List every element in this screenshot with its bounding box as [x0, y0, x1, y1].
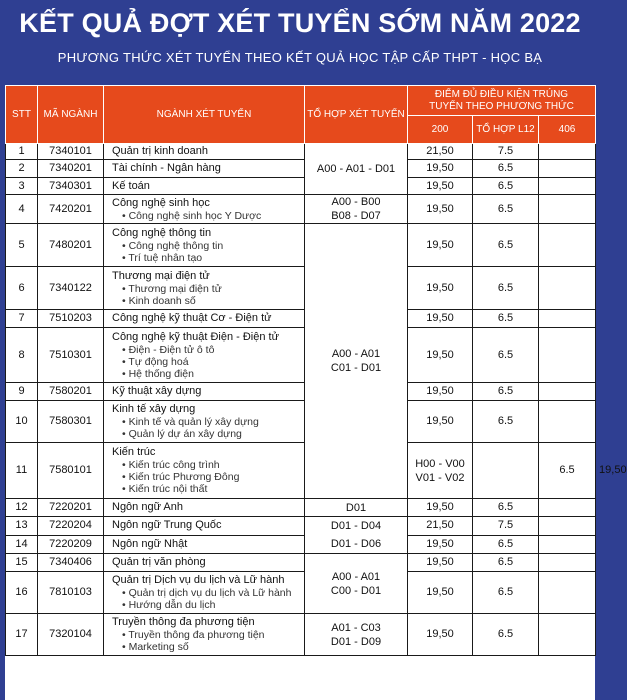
to-hop-cell [408, 443, 473, 499]
stt-cell: 5 [6, 224, 38, 267]
ma-nganh-cell: 7220209 [38, 535, 104, 554]
nganh-label: Truyền thông đa phương tiện [112, 616, 255, 628]
score-200-cell: 19,50 [408, 614, 473, 656]
table-row [6, 554, 596, 572]
score-l12-cell: 7.5 [473, 517, 539, 536]
score-200-cell: 19,50 [408, 499, 473, 517]
to-hop-cell [305, 614, 408, 656]
to-hop-cell [305, 195, 408, 224]
ma-nganh-cell: 7340301 [38, 178, 104, 195]
nganh-sub-item: • Truyền thông đa phương tiện [112, 629, 301, 641]
nganh-cell [104, 614, 305, 656]
score-406-cell [539, 614, 596, 656]
score-406-cell [539, 401, 596, 443]
score-200-cell: 21,50 [408, 517, 473, 536]
table-row [6, 517, 596, 536]
nganh-cell [104, 310, 305, 328]
nganh-label: Thương mại điện tử [112, 269, 210, 282]
score-200-cell: 19,50 [408, 178, 473, 195]
score-l12-cell: 6.5 [473, 310, 539, 328]
score-l12-cell: 6.5 [473, 554, 539, 572]
nganh-label: Ngôn ngữ Anh [112, 501, 183, 513]
table-row: 11 7580101 Kiến trúc • Kiến trúc công trình • Kiến trúc Phương Đông • Kiến trúc nội thất H00 - V00 V01 - V02 6.5 19,50 [6, 443, 596, 499]
nganh-sub-item: • Quản lý dự án xây dựng [112, 428, 301, 440]
ma-nganh-cell: 7220201 [38, 499, 104, 517]
score-l12-cell: 6.5 [473, 224, 539, 267]
nganh-label: Kinh tế xây dựng [112, 403, 196, 415]
nganh-label: Kỹ thuật xây dựng [112, 385, 202, 397]
page-title: KẾT QUẢ ĐỢT XÉT TUYỂN SỚM NĂM 2022 [19, 8, 581, 38]
ma-nganh-cell: 7510203 [38, 310, 104, 328]
table-row [6, 160, 596, 178]
nganh-label: Công nghệ thông tin [112, 226, 212, 239]
to-hop-line: A00 - A01 [331, 570, 381, 583]
to-hop-cell [305, 224, 408, 499]
to-hop-line: B08 - D07 [331, 210, 381, 222]
score-l12-cell: 6.5 [473, 401, 539, 443]
header-200: 200 [408, 116, 473, 144]
to-hop-cell [305, 144, 408, 195]
table-row [6, 195, 596, 224]
header-ma-nganh: MÃ NGÀNH [38, 86, 104, 144]
to-hop-cell [305, 499, 408, 517]
to-hop-line: A00 - A01 - D01 [316, 163, 396, 175]
ma-nganh-cell: 7340101 [38, 144, 104, 160]
nganh-sub-item: • Kinh tế và quản lý xây dựng [112, 416, 301, 428]
score-200-cell: 19,50 [408, 401, 473, 443]
table-row [6, 383, 596, 401]
score-200-cell: 19,50 [408, 195, 473, 224]
score-200-cell: 19,50 [408, 328, 473, 383]
nganh-sub-item: • Kiến trúc Phương Đông [112, 471, 301, 483]
score-406-cell [539, 267, 596, 310]
to-hop-line: H00 - V00 [415, 457, 465, 470]
nganh-sub-item: • Marketing số [112, 641, 301, 653]
score-l12-cell: 6.5 [473, 383, 539, 401]
results-table-container [5, 85, 627, 700]
nganh-sub-item: • Điện - Điện tử ô tô [112, 344, 301, 356]
nganh-sub-item: • Kiến trúc công trình [112, 459, 301, 471]
score-l12-cell: 6.5 [473, 195, 539, 224]
ma-nganh-cell: 7580101 [38, 443, 104, 499]
nganh-label: Công nghệ kỹ thuật Điện - Điện tử [112, 330, 279, 343]
score-406-cell [539, 224, 596, 267]
nganh-label: Kiến trúc [112, 446, 156, 458]
score-200-cell: 19,50 [408, 572, 473, 614]
nganh-sub-item: • Quản trị dịch vụ du lịch và Lữ hành [112, 587, 301, 599]
to-hop-line: A00 - A01 [331, 348, 381, 360]
stt-cell: 2 [6, 160, 38, 178]
stt-cell: 7 [6, 310, 38, 328]
page-subtitle: PHƯƠNG THỨC XÉT TUYỂN THEO KẾT QUẢ HỌC TẬP CẤP THPT - HỌC BẠ [57, 50, 543, 65]
ma-nganh-cell: 7420201 [38, 195, 104, 224]
nganh-label: Quản trị Dịch vụ du lịch và Lữ hành [112, 574, 285, 586]
ma-nganh-cell: 7320104 [38, 614, 104, 656]
ma-nganh-cell: 7480201 [38, 224, 104, 267]
nganh-cell [104, 267, 305, 310]
stt-cell: 14 [6, 535, 38, 554]
nganh-sub-item: • Tự động hoá [112, 356, 301, 368]
nganh-cell [104, 328, 305, 383]
table-row [6, 401, 596, 443]
to-hop-line: D01 - D04 [330, 520, 382, 532]
to-hop-line: D01 - D09 [330, 635, 382, 648]
to-hop-line: A00 - B00 [331, 196, 381, 208]
to-hop-line: V01 - V02 [415, 471, 465, 484]
nganh-cell [104, 572, 305, 614]
stt-cell: 3 [6, 178, 38, 195]
score-406-cell [539, 160, 596, 178]
header-to-hop-xet-tuyen: TỔ HỢP XÉT TUYỂN [305, 86, 408, 144]
results-table-body [6, 144, 627, 656]
nganh-sub-item: • Hướng dẫn du lịch [112, 599, 301, 611]
score-200-cell: 21,50 [408, 144, 473, 160]
score-l12-cell: 6.5 [473, 178, 539, 195]
score-l12-cell: 6.5 [473, 267, 539, 310]
score-l12-cell: 6.5 [473, 572, 539, 614]
stt-cell: 9 [6, 383, 38, 401]
table-row [6, 614, 596, 656]
table-row [6, 267, 596, 310]
nganh-sub-item: • Trí tuệ nhân tạo [112, 252, 301, 264]
nganh-label: Ngôn ngữ Trung Quốc [112, 519, 222, 532]
ma-nganh-cell: 7340406 [38, 554, 104, 572]
score-406-cell [539, 310, 596, 328]
table-row [6, 572, 596, 614]
score-l12-cell: 6.5 [473, 499, 539, 517]
nganh-label: Công nghệ kỹ thuật Cơ - Điện tử [112, 312, 272, 324]
ma-nganh-cell: 7340122 [38, 267, 104, 310]
score-200-cell: 19,50 [408, 554, 473, 572]
score-200-cell: 19,50 [408, 383, 473, 401]
nganh-cell [104, 499, 305, 517]
score-406-cell [539, 499, 596, 517]
score-l12-cell: 6.5 [473, 535, 539, 554]
score-406-cell [539, 178, 596, 195]
stt-cell: 6 [6, 267, 38, 310]
nganh-label: Công nghệ sinh học [112, 196, 210, 209]
nganh-label: Quản trị văn phòng [112, 556, 206, 568]
score-l12-cell: 6.5 [473, 328, 539, 383]
nganh-cell [104, 195, 305, 224]
ma-nganh-cell: 7810103 [38, 572, 104, 614]
score-406-cell [539, 328, 596, 383]
nganh-sub-item: • Công nghệ thông tin [112, 240, 301, 252]
nganh-cell [104, 224, 305, 267]
ma-nganh-cell: 7220204 [38, 517, 104, 536]
stt-cell: 13 [6, 517, 38, 536]
nganh-label: Kế toán [112, 179, 150, 192]
score-406-cell [539, 144, 596, 160]
ma-nganh-cell: 7580201 [38, 383, 104, 401]
score-200-cell: 19,50 [408, 267, 473, 310]
nganh-sub-item: • Kinh doanh số [112, 295, 301, 307]
to-hop-line: D01 [345, 501, 367, 514]
nganh-label: Tài chính - Ngân hàng [112, 162, 221, 174]
stt-cell: 15 [6, 554, 38, 572]
table-row [6, 328, 596, 383]
nganh-sub-item: • Công nghệ sinh học Y Dược [112, 210, 301, 222]
header-diem: ĐIỂM ĐỦ ĐIỀU KIỆN TRÚNG TUYỂN THEO PHƯƠNG THỨC [408, 86, 596, 116]
ma-nganh-cell: 7510301 [38, 328, 104, 383]
header-l12: TỔ HỢP L12 [473, 116, 539, 144]
nganh-label: Quản trị kinh doanh [112, 145, 209, 157]
header-stt: STT [6, 86, 38, 144]
table-row [6, 310, 596, 328]
ma-nganh-cell: 7580301 [38, 401, 104, 443]
nganh-cell [104, 178, 305, 195]
nganh-sub-item: • Thương mại điện tử [112, 283, 301, 295]
nganh-label: Ngôn ngữ Nhật [112, 537, 188, 550]
nganh-sub-item: • Kiến trúc nội thất [112, 483, 301, 495]
score-200-cell: 19,50 [408, 535, 473, 554]
score-200-cell: 19,50 [408, 160, 473, 178]
stt-cell: 16 [6, 572, 38, 614]
score-l12-cell: 7.5 [473, 144, 539, 160]
score-l12-cell: 6.5 [473, 614, 539, 656]
score-406-cell [539, 383, 596, 401]
stt-cell: 10 [6, 401, 38, 443]
to-hop-line: C01 - D01 [330, 362, 382, 374]
score-406-cell [539, 517, 596, 536]
table-row [6, 535, 596, 554]
stt-cell: 12 [6, 499, 38, 517]
table-row [6, 499, 596, 517]
nganh-cell [104, 160, 305, 178]
ma-nganh-cell: 7340201 [38, 160, 104, 178]
table-row [6, 144, 596, 160]
stt-cell: 4 [6, 195, 38, 224]
score-l12-cell: 6.5 [473, 160, 539, 178]
score-406-cell [539, 535, 596, 554]
to-hop-line: A01 - C03 [331, 621, 381, 634]
nganh-cell [104, 401, 305, 443]
stt-cell: 17 [6, 614, 38, 656]
to-hop-cell [305, 517, 408, 554]
nganh-cell [104, 144, 305, 160]
score-200-cell [473, 443, 539, 499]
nganh-sub-item: • Hệ thống điện [112, 368, 301, 380]
score-l12-cell: 6.5 [539, 443, 596, 499]
score-406-cell [539, 195, 596, 224]
header-406: 406 [539, 116, 596, 144]
score-200-cell: 19,50 [408, 224, 473, 267]
stt-cell: 8 [6, 328, 38, 383]
table-row [6, 224, 596, 267]
stt-cell: 11 [6, 443, 38, 499]
table-row [6, 178, 596, 195]
to-hop-cell [305, 554, 408, 614]
nganh-cell [104, 535, 305, 554]
nganh-cell [104, 554, 305, 572]
nganh-cell [104, 443, 305, 499]
header-nganh-xet-tuyen: NGÀNH XÉT TUYỂN [104, 86, 305, 144]
score-200-cell: 19,50 [408, 310, 473, 328]
to-hop-line: C00 - D01 [330, 584, 382, 597]
nganh-cell [104, 383, 305, 401]
results-table [5, 85, 627, 656]
to-hop-line: D01 - D06 [330, 538, 382, 550]
score-406-cell [539, 554, 596, 572]
stt-cell: 1 [6, 144, 38, 160]
score-406-cell [539, 572, 596, 614]
nganh-cell [104, 517, 305, 536]
